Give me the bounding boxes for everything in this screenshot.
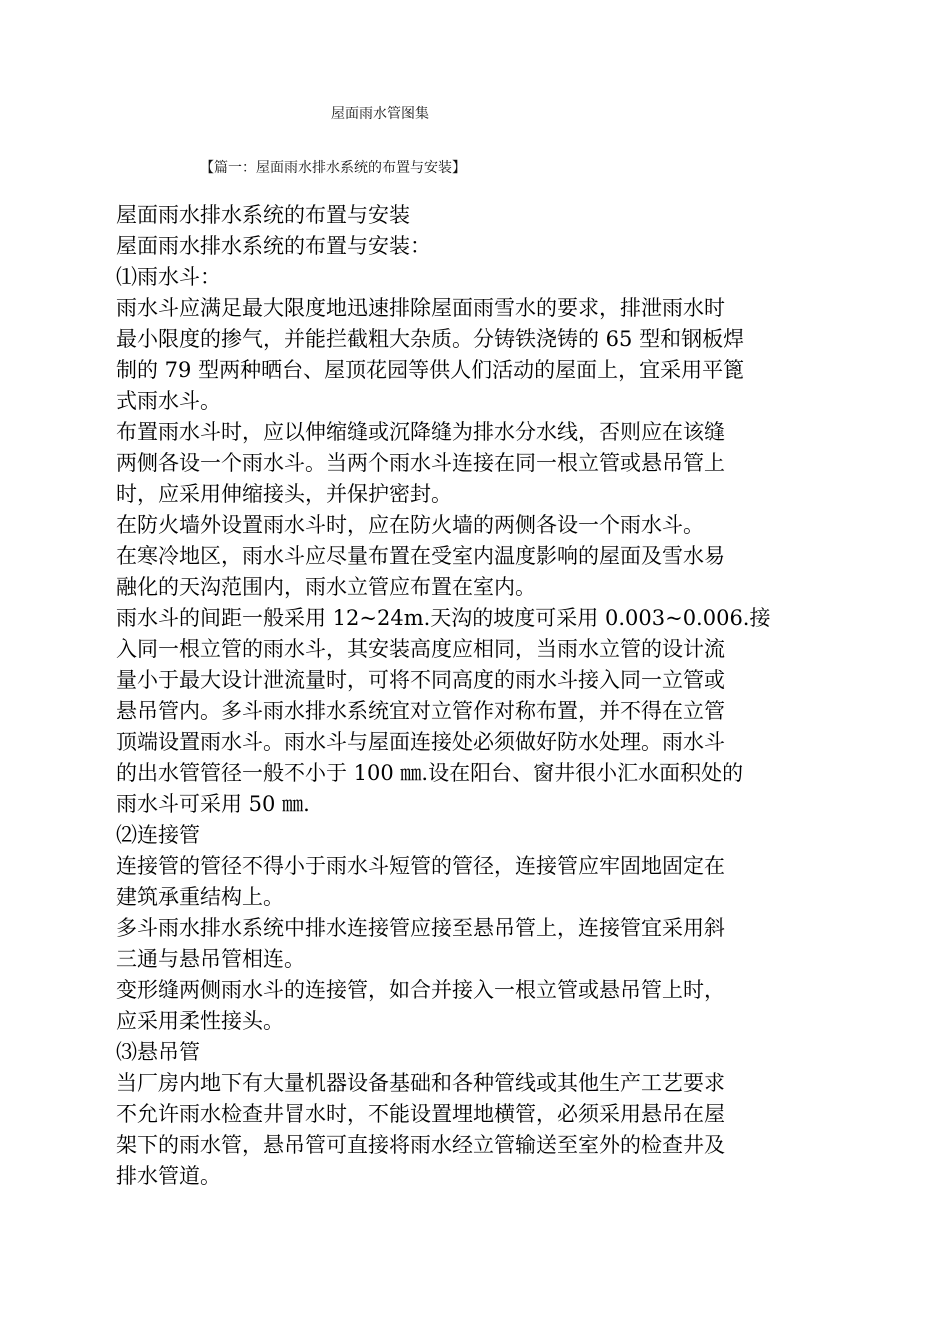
body-line: 变形缝两侧雨水斗的连接管，如合并接入一根立管或悬吊管上时， bbox=[116, 978, 725, 1002]
body-line: 应采用柔性接头。 bbox=[116, 1009, 284, 1033]
body-line: 在防火墙外设置雨水斗时，应在防火墙的两侧各设一个雨水斗。 bbox=[116, 513, 704, 537]
document-title: 屋面雨水管图集 bbox=[331, 106, 429, 122]
body-line: 屋面雨水排水系统的布置与安装： bbox=[116, 234, 431, 258]
body-line: 入同一根立管的雨水斗，其安装高度应相同，当雨水立管的设计流 bbox=[116, 637, 725, 661]
body-line: 式雨水斗。 bbox=[116, 389, 221, 413]
body-line: ⑴雨水斗： bbox=[116, 265, 221, 289]
body-line: 不允许雨水检查井冒水时，不能设置埋地横管，必须采用悬吊在屋 bbox=[116, 1102, 725, 1126]
body-line: ⑵连接管 bbox=[116, 823, 200, 847]
document-body bbox=[116, 200, 834, 1192]
body-line: 两侧各设一个雨水斗。当两个雨水斗连接在同一根立管或悬吊管上 bbox=[116, 451, 725, 475]
body-line: 最小限度的掺气，并能拦截粗大杂质。分铸铁浇铸的 65 型和钢板焊 bbox=[116, 327, 745, 351]
body-line: 的出水管管径一般不小于 100 ㎜.设在阳台、窗井很小汇水面积处的 bbox=[116, 761, 744, 785]
body-line: 布置雨水斗时，应以伸缩缝或沉降缝为排水分水线，否则应在该缝 bbox=[116, 420, 725, 444]
body-line: 制的 79 型两种晒台、屋顶花园等供人们活动的屋面上，宜采用平篦 bbox=[116, 358, 745, 382]
body-line: 量小于最大设计泄流量时，可将不同高度的雨水斗接入同一立管或 bbox=[116, 668, 725, 692]
body-line: 屋面雨水排水系统的布置与安装 bbox=[116, 203, 410, 227]
body-line: 架下的雨水管，悬吊管可直接将雨水经立管输送至室外的检查井及 bbox=[116, 1133, 725, 1157]
chapter-heading: 【篇一：屋面雨水排水系统的布置与安装】 bbox=[200, 160, 466, 176]
body-line: 雨水斗应满足最大限度地迅速排除屋面雨雪水的要求，排泄雨水时 bbox=[116, 296, 725, 320]
body-line: 悬吊管内。多斗雨水排水系统宜对立管作对称布置，并不得在立管 bbox=[116, 699, 725, 723]
body-line: 融化的天沟范围内，雨水立管应布置在室内。 bbox=[116, 575, 536, 599]
body-line: 在寒冷地区，雨水斗应尽量布置在受室内温度影响的屋面及雪水易 bbox=[116, 544, 725, 568]
body-line: 雨水斗可采用 50 ㎜. bbox=[116, 792, 310, 816]
body-line: 多斗雨水排水系统中排水连接管应接至悬吊管上，连接管宜采用斜 bbox=[116, 916, 725, 940]
body-line: 时，应采用伸缩接头，并保护密封。 bbox=[116, 482, 452, 506]
body-line: 当厂房内地下有大量机器设备基础和各种管线或其他生产工艺要求 bbox=[116, 1071, 725, 1095]
body-line: 顶端设置雨水斗。雨水斗与屋面连接处必须做好防水处理。雨水斗 bbox=[116, 730, 725, 754]
body-line: 连接管的管径不得小于雨水斗短管的管径，连接管应牢固地固定在 bbox=[116, 854, 725, 878]
body-line: 雨水斗的间距一般采用 12~24m.天沟的坡度可采用 0.003~0.006.接 bbox=[116, 606, 771, 630]
body-line: ⑶悬吊管 bbox=[116, 1040, 200, 1064]
body-line: 三通与悬吊管相连。 bbox=[116, 947, 305, 971]
body-line: 排水管道。 bbox=[116, 1164, 221, 1188]
body-line: 建筑承重结构上。 bbox=[116, 885, 284, 909]
